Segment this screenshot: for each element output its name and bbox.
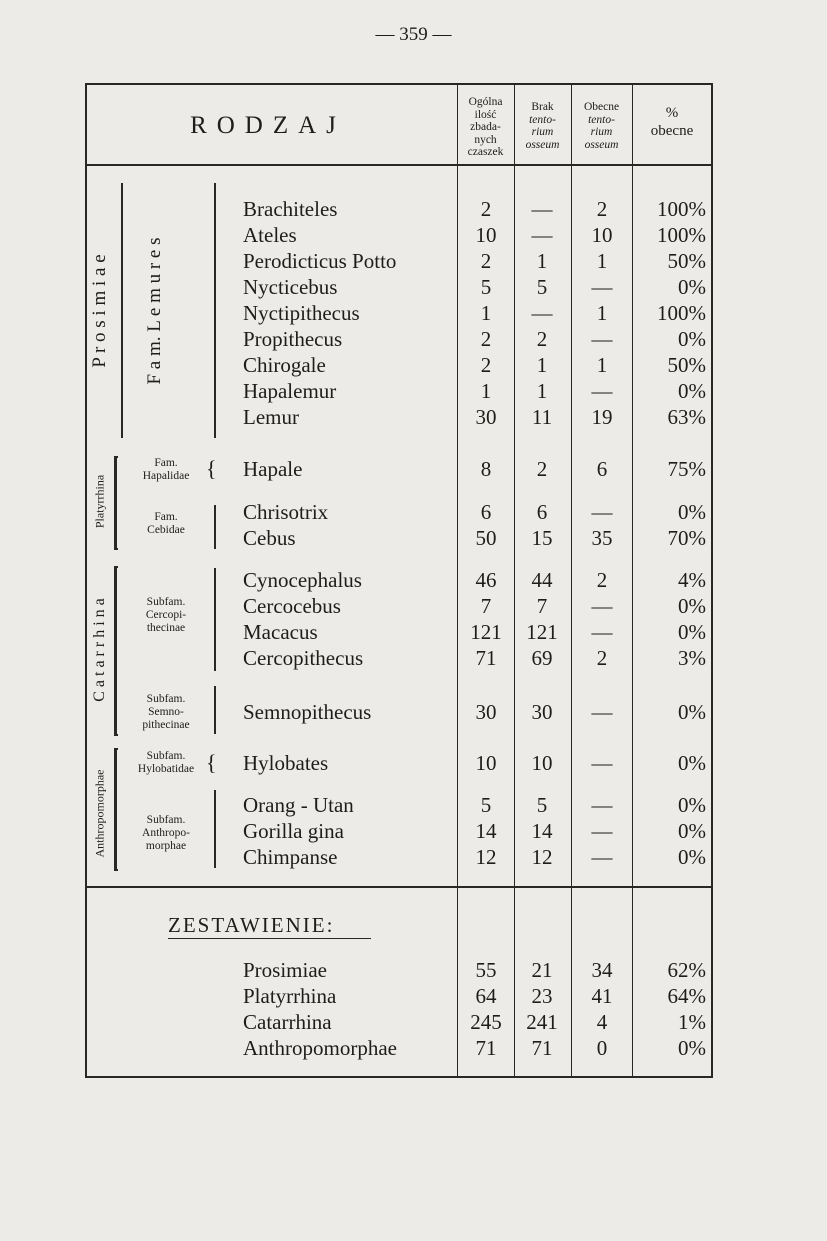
table-row: Cynocephalus 46 44 2 4% xyxy=(243,568,706,592)
group-fam-hapalidae: Fam. Hapalidae xyxy=(142,457,190,482)
table-row: Chrisotrix 6 6 — 0% xyxy=(243,500,706,524)
table-row: Hylobates 10 10 — 0% xyxy=(243,751,706,775)
group-subfam-anthropomorphae: Subfam. Anthropo- morphae xyxy=(142,814,190,852)
table-row: Perodicticus Potto 2 1 1 50% xyxy=(243,249,706,273)
summary-title: ZESTAWIENIE: xyxy=(168,913,335,937)
table-row: Semnopithecus 30 30 — 0% xyxy=(243,700,706,724)
group-platyrrhina: Platyrrhina xyxy=(92,474,107,529)
summary-row: Prosimiae 55 21 34 62% xyxy=(243,958,706,982)
table-row: Ateles 10 — 10 100% xyxy=(243,223,706,247)
header-col-pct: % obecne xyxy=(650,105,694,139)
table-row: Nyctipithecus 1 — 1 100% xyxy=(243,301,706,325)
table-row: Macacus 121 121 — 0% xyxy=(243,620,706,644)
group-catarrhina: C a t a r r h i n a xyxy=(91,598,108,702)
table-row: Chimpanse 12 12 — 0% xyxy=(243,845,706,869)
table-row: Brachiteles 2 — 2 100% xyxy=(243,197,706,221)
header-rodzaj: RODZAJ xyxy=(190,112,346,139)
summary-row: Catarrhina 245 241 4 1% xyxy=(243,1010,706,1034)
table-row: Cercocebus 7 7 — 0% xyxy=(243,594,706,618)
group-subfam-semnopithecinae: Subfam. Semno- pithecinae xyxy=(142,693,190,731)
header-col-total: Ogólna ilość zbada- nych czaszek xyxy=(467,96,504,158)
summary-row: Platyrrhina 64 23 41 64% xyxy=(243,984,706,1008)
group-fam-lemures: F a m. L e m u r e s xyxy=(144,237,165,385)
summary-divider xyxy=(85,886,713,888)
page-number: — 359 — xyxy=(375,24,452,45)
group-subfam-hylobatidae: Subfam. Hylobatidae xyxy=(137,750,195,775)
header-col-obecne: Obecne tento- rium osseum xyxy=(583,101,620,151)
table-row: Nycticebus 5 5 — 0% xyxy=(243,275,706,299)
brace-hylobatidae: { xyxy=(206,750,217,775)
table-row: Hapalemur 1 1 — 0% xyxy=(243,379,706,403)
table-row: Cebus 50 15 35 70% xyxy=(243,526,706,550)
table-row: Chirogale 2 1 1 50% xyxy=(243,353,706,377)
table-row: Propithecus 2 2 — 0% xyxy=(243,327,706,351)
header-divider xyxy=(85,164,713,166)
group-anthropomorphae: Anthropomorphae xyxy=(92,769,107,858)
table-row: Lemur 30 11 19 63% xyxy=(243,405,706,429)
group-fam-cebidae: Fam. Cebidae xyxy=(147,511,185,536)
group-subfam-cercopithecinae: Subfam. Cercopi- thecinae xyxy=(145,596,187,634)
table-row: Orang - Utan 5 5 — 0% xyxy=(243,793,706,817)
summary-title-underline xyxy=(168,938,371,939)
brace-hapalidae: { xyxy=(206,456,217,481)
table-row: Hapale 8 2 6 75% xyxy=(243,457,706,481)
header-col-brak: Brak tento- rium osseum xyxy=(525,101,560,151)
group-prosimiae: P r o s i m i a e xyxy=(89,254,110,368)
table-row: Cercopithecus 71 69 2 3% xyxy=(243,646,706,670)
table-row: Gorilla gina 14 14 — 0% xyxy=(243,819,706,843)
summary-row: Anthropomorphae 71 71 0 0% xyxy=(243,1036,706,1060)
